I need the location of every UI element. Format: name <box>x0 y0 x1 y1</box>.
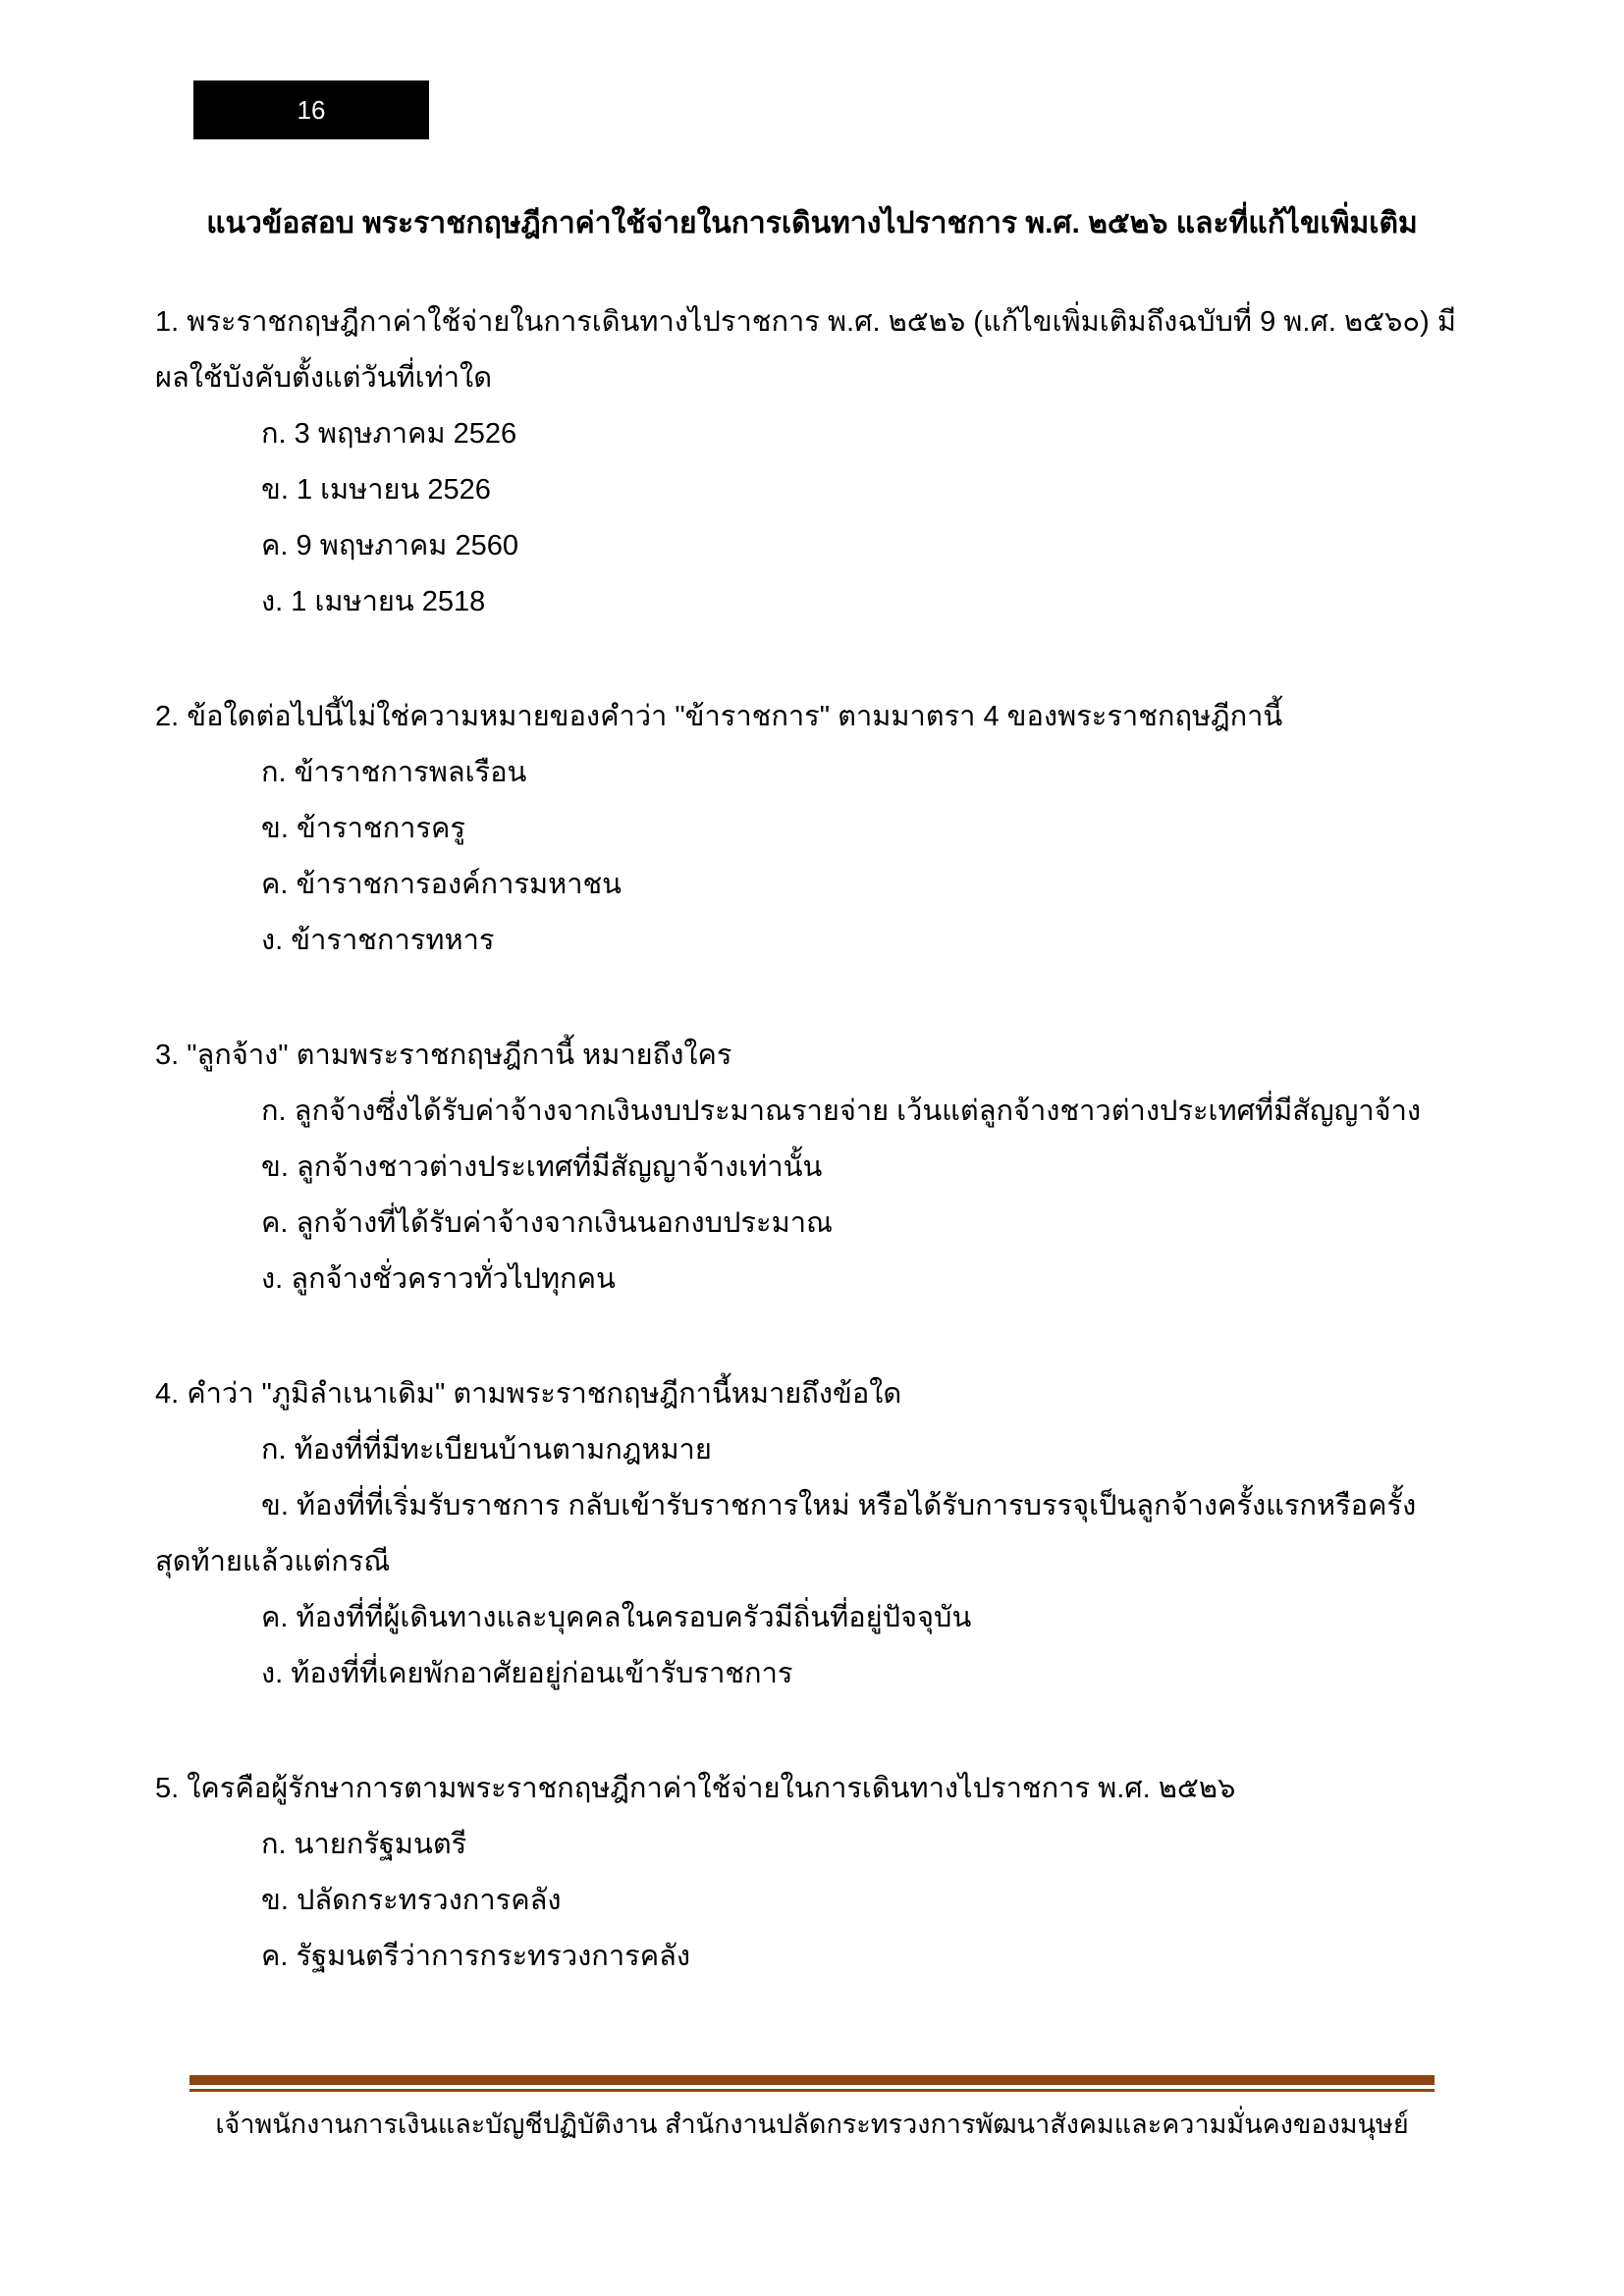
answer-option: ค. รัฐมนตรีว่าการกระทรวงการคลัง <box>261 1941 691 1972</box>
page-number: 16 <box>297 94 326 125</box>
answer-option: ค. 9 พฤษภาคม 2560 <box>261 530 518 561</box>
answer-option: ก. ท้องที่ที่มีทะเบียนบ้านตามกฎหมาย <box>261 1434 712 1466</box>
question-block-3 <box>155 1028 1469 1308</box>
footer-divider-line <box>189 2075 1435 2092</box>
answer-option: ข. 1 เมษายน 2526 <box>261 474 491 506</box>
answer-option: ก. นายกรัฐมนตรี <box>261 1829 467 1860</box>
answer-option: ข. ข้าราชการครู <box>261 813 465 844</box>
answer-option: ง. ข้าราชการทหาร <box>261 925 495 956</box>
question-block-4 <box>155 1366 1469 1702</box>
question-block-2 <box>155 689 1469 969</box>
answer-option: ง. ลูกจ้างชั่วคราวทั่วไปทุกคน <box>261 1263 616 1295</box>
question-block-5 <box>155 1761 1469 1985</box>
question-text: 5. ใครคือผู้รักษาการตามพระราชกฤษฎีกาค่าใช้จ่ายในการเดินทางไปราชการ พ.ศ. ๒๕๒๖ <box>155 1773 1236 1804</box>
questions <box>155 294 1469 2044</box>
question-text: 1. พระราชกฤษฎีกาค่าใช้จ่ายในการเดินทางไปราชการ พ.ศ. ๒๕๒๖ (แก้ไขเพิ่มเติมถึงฉบับที่ 9 พ.ศ. ๒๕๖๐) มีผลใช้บังคับตั้งแต่วันที่เท่าใด <box>155 306 1456 394</box>
answer-option: ง. ท้องที่ที่เคยพักอาศัยอยู่ก่อนเข้ารับราชการ <box>261 1658 793 1689</box>
answer-option: ข. ท้องที่ที่เริ่มรับราชการ กลับเข้ารับราชการใหม่ หรือได้รับการบรรจุเป็นลูกจ้างครั้งแรกหรือครั้งสุดท้ายแล้วแต่กรณี <box>155 1490 1417 1577</box>
answer-option: ง. 1 เมษายน 2518 <box>261 586 486 617</box>
question-text: 4. คำว่า "ภูมิลำเนาเดิม" ตามพระราชกฤษฎีกานี้หมายถึงข้อใด <box>155 1378 902 1410</box>
answer-option: ก. ลูกจ้างซึ่งได้รับค่าจ้างจากเงินงบประมาณรายจ่าย เว้นแต่ลูกจ้างชาวต่างประเทศที่มีสัญญาจ้าง <box>261 1095 1422 1127</box>
answer-option: ก. ข้าราชการพลเรือน <box>261 757 527 788</box>
footer-text: เจ้าพนักงานการเงินและบัญชีปฏิบัติงาน สำนักงานปลัดกระทรวงการพัฒนาสังคมและความมั่นคงของมนุษย์ <box>215 2109 1409 2139</box>
page-number-box <box>193 80 429 139</box>
answer-option: ค. ท้องที่ที่ผู้เดินทางและบุคคลในครอบครัวมีถิ่นที่อยู่ปัจจุบัน <box>261 1602 972 1633</box>
answer-option: ค. ข้าราชการองค์การมหาชน <box>261 869 623 900</box>
answer-option: ข. ลูกจ้างชาวต่างประเทศที่มีสัญญาจ้างเท่านั้น <box>261 1151 823 1183</box>
question-block-1 <box>155 294 1469 630</box>
answer-option: ค. ลูกจ้างที่ได้รับค่าจ้างจากเงินนอกงบประมาณ <box>261 1207 833 1239</box>
question-text: 3. "ลูกจ้าง" ตามพระราชกฤษฎีกานี้ หมายถึงใคร <box>155 1040 732 1071</box>
answer-option: ข. ปลัดกระทรวงการคลัง <box>261 1885 562 1916</box>
document-title: แนวข้อสอบ พระราชกฤษฎีกาค่าใช้จ่ายในการเดินทางไปราชการ พ.ศ. ๒๕๒๖ และที่แก้ไขเพิ่มเติม <box>206 207 1418 240</box>
answer-option: ก. 3 พฤษภาคม 2526 <box>261 418 517 450</box>
question-text: 2. ข้อใดต่อไปนี้ไม่ใช่ความหมายของคำว่า "ข้าราชการ" ตามมาตรา 4 ของพระราชกฤษฎีกานี้ <box>155 701 1283 732</box>
